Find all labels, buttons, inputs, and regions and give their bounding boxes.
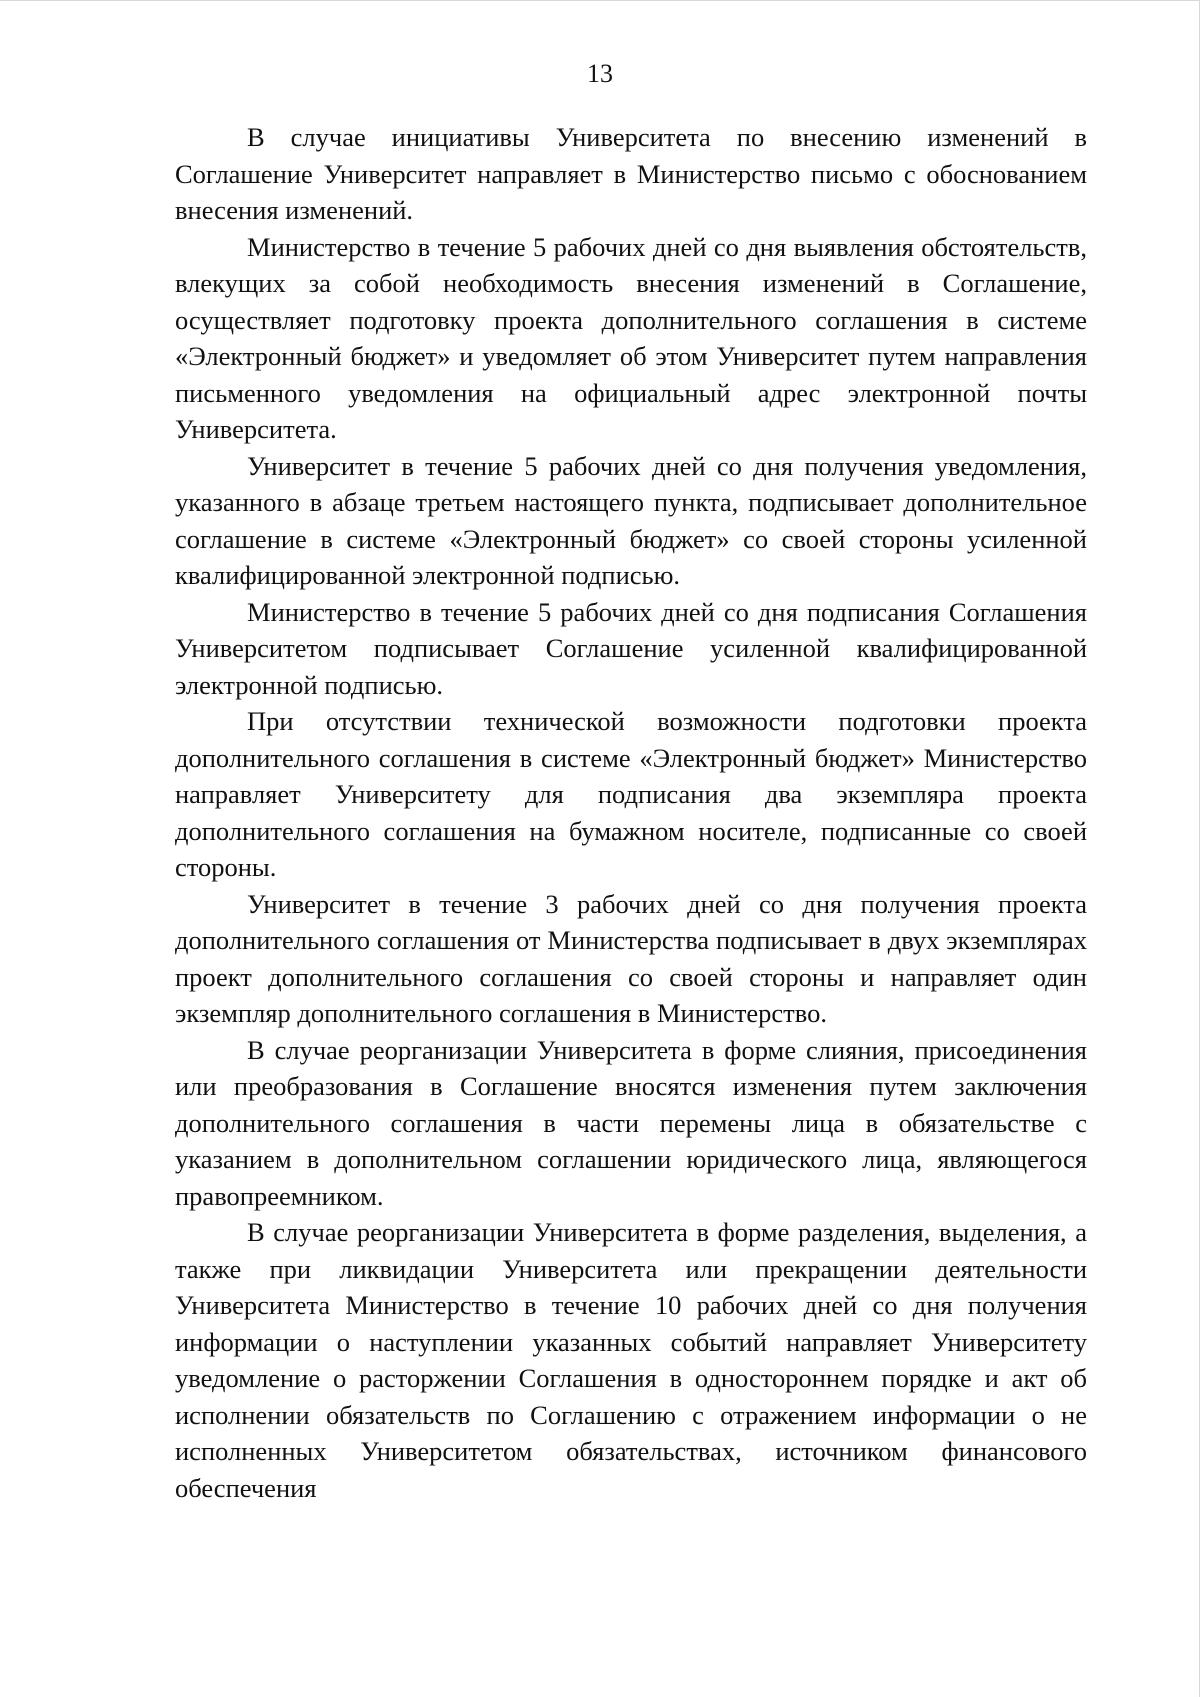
paragraph-university-signing: Университет в течение 5 рабочих дней со дня получения уведомления, указанного в абзаце третьем настоящего пункта, подписывает дополнительное соглашение в системе «Электронный бюджет» со своей стороны усиленной квалифицированной электронной подписью. — [175, 450, 1087, 590]
page-number: 13 — [587, 59, 613, 88]
paragraph-ministry-preparation: Министерство в течение 5 рабочих дней со дня выявления обстоятельств, влекущих за собой необходимость внесения изменений в Соглашение, осуществляет подготовку проекта дополнительного соглашения в системе «Электронный бюджет» и уведомляет об этом Университет путем направления письменного уведомления на официальный адрес электронной почты Университета. — [175, 231, 1087, 444]
document-body — [175, 119, 1087, 1506]
paragraph-reorganization-division: В случае реорганизации Университета в форме разделения, выделения, а также при ликвидации Университета или прекращении деятельности Университета Министерство в течение 10 рабочих дней со дня получения информации о наступлении указанных событий направляет Университету уведомление о расторжении Соглашения в одностороннем порядке и акт об исполнении обязательств по Соглашению с отражением информации о не исполненных Университетом обязательствах, источником финансового обеспечения — [175, 1217, 1087, 1503]
paragraph-reorganization-merger: В случае реорганизации Университета в форме слияния, присоединения или преобразования в Соглашение вносятся изменения путем заключения дополнительного соглашения в части перемены лица в обязательстве с указанием в дополнительном соглашении юридического лица, являющегося правопреемником. — [175, 1034, 1087, 1211]
paragraph-initiative: В случае инициативы Университета по внесению изменений в Соглашение Университет направляет в Министерство письмо с обоснованием внесения изменений. — [175, 122, 1087, 225]
paragraph-paper-copies: При отсутствии технической возможности подготовки проекта дополнительного соглашения в системе «Электронный бюджет» Министерство направляет Университету для подписания два экземпляра проекта дополнительного соглашения на бумажном носителе, подписанные со своей стороны. — [175, 706, 1087, 882]
paragraph-paper-signing: Университет в течение 3 рабочих дней со дня получения проекта дополнительного соглашения от Министерства подписывает в двух экземплярах проект дополнительного соглашения со своей стороны и направляет один экземпляр дополнительного соглашения в Министерство. — [175, 888, 1087, 1028]
paragraph-ministry-signing: Министерство в течение 5 рабочих дней со дня подписания Соглашения Университетом подписывает Соглашение усиленной квалифицированной электронной подписью. — [175, 596, 1087, 700]
